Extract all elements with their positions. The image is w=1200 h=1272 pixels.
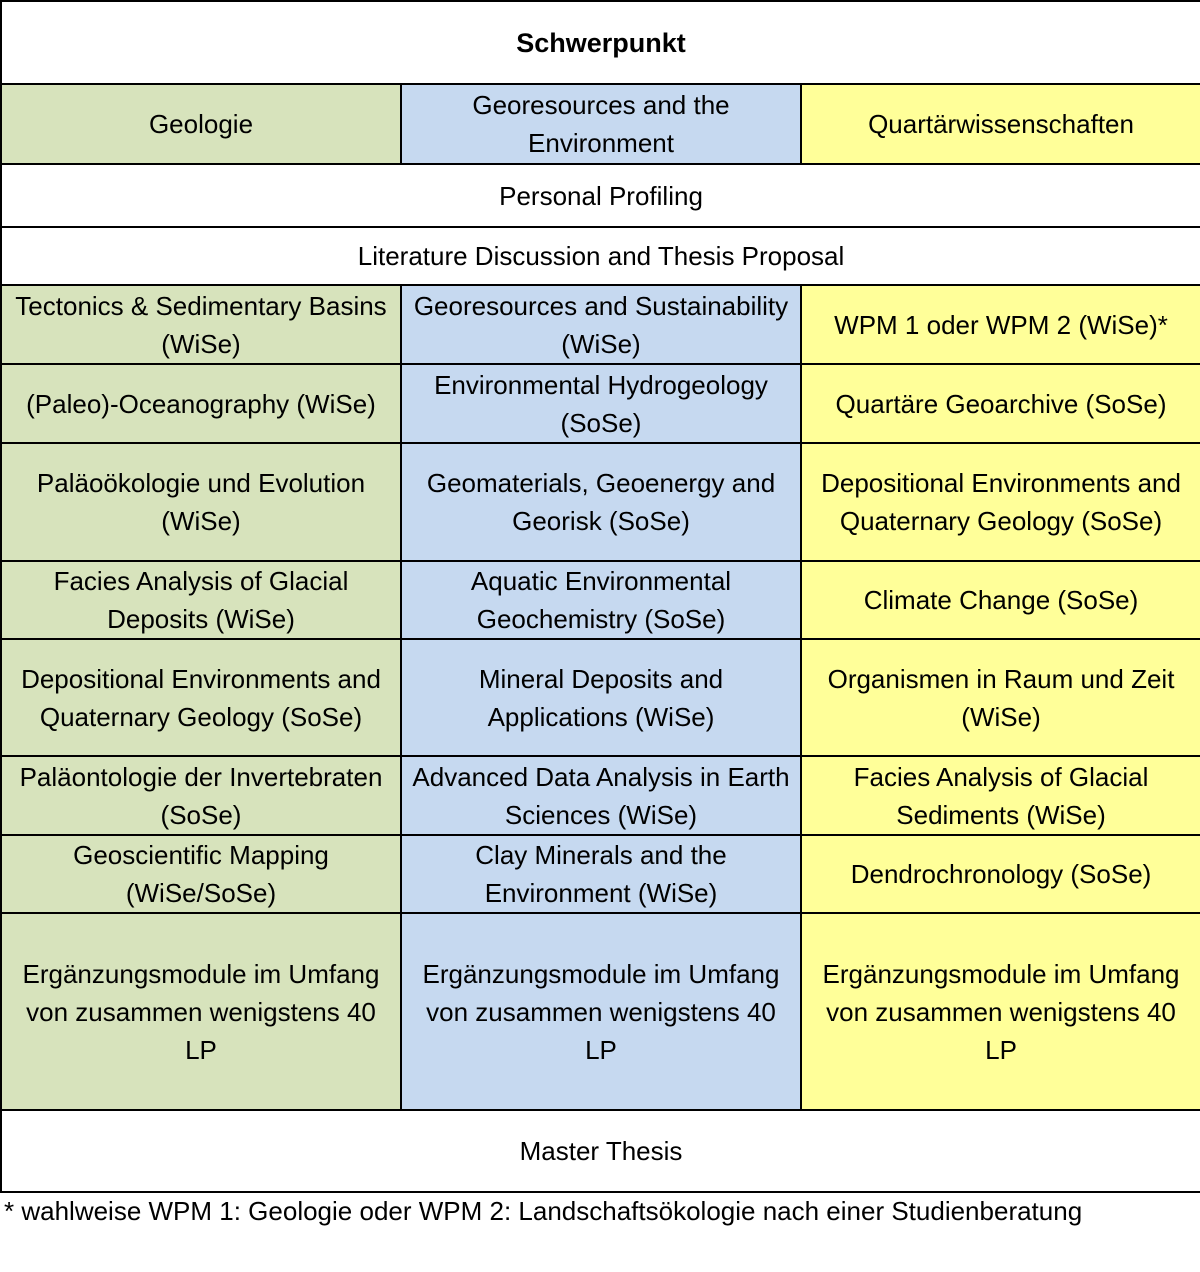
- track-header-georesources: Georesources and the Environment: [401, 84, 801, 164]
- supplementary-modules-cell: Ergänzungsmodule im Umfang von zusammen wenigstens 40 LP: [1, 913, 401, 1110]
- footnote: * wahlweise WPM 1: Geologie oder WPM 2: Landschaftsökologie nach einer Studienberatung: [4, 1196, 1083, 1226]
- module-cell: Depositional Environments and Quaternary Geology (SoSe): [1, 639, 401, 756]
- module-cell: Climate Change (SoSe): [801, 561, 1200, 639]
- module-cell: Tectonics & Sedimentary Basins (WiSe): [1, 285, 401, 364]
- master-thesis-row: Master Thesis: [1, 1110, 1200, 1192]
- module-cell: Aquatic Environmental Geochemistry (SoSe): [401, 561, 801, 639]
- personal-profiling-row: Personal Profiling: [1, 164, 1200, 227]
- module-cell: (Paleo)-Oceanography (WiSe): [1, 364, 401, 443]
- module-cell: Organismen in Raum und Zeit (WiSe): [801, 639, 1200, 756]
- module-cell: Facies Analysis of Glacial Sediments (WiSe): [801, 756, 1200, 835]
- track-header-geologie: Geologie: [1, 84, 401, 164]
- module-cell: Paläontologie der Invertebraten (SoSe): [1, 756, 401, 835]
- module-cell: Dendrochronology (SoSe): [801, 835, 1200, 913]
- module-cell: Mineral Deposits and Applications (WiSe): [401, 639, 801, 756]
- module-cell: Advanced Data Analysis in Earth Sciences (WiSe): [401, 756, 801, 835]
- module-cell: Geomaterials, Geoenergy and Georisk (SoSe): [401, 443, 801, 561]
- module-cell: Environmental Hydrogeology (SoSe): [401, 364, 801, 443]
- module-cell: Paläoökologie und Evolution (WiSe): [1, 443, 401, 561]
- supplementary-modules-cell: Ergänzungsmodule im Umfang von zusammen wenigstens 40 LP: [801, 913, 1200, 1110]
- track-header-quartaer: Quartärwissenschaften: [801, 84, 1200, 164]
- table-title: Schwerpunkt: [1, 1, 1200, 84]
- module-cell: Depositional Environments and Quaternary Geology (SoSe): [801, 443, 1200, 561]
- literature-discussion-row: Literature Discussion and Thesis Proposal: [1, 227, 1200, 285]
- module-cell: Quartäre Geoarchive (SoSe): [801, 364, 1200, 443]
- module-cell: WPM 1 oder WPM 2 (WiSe)*: [801, 285, 1200, 364]
- module-cell: Clay Minerals and the Environment (WiSe): [401, 835, 801, 913]
- module-cell: Georesources and Sustainability (WiSe): [401, 285, 801, 364]
- module-cell: Facies Analysis of Glacial Deposits (WiSe): [1, 561, 401, 639]
- supplementary-modules-cell: Ergänzungsmodule im Umfang von zusammen wenigstens 40 LP: [401, 913, 801, 1110]
- module-cell: Geoscientific Mapping (WiSe/SoSe): [1, 835, 401, 913]
